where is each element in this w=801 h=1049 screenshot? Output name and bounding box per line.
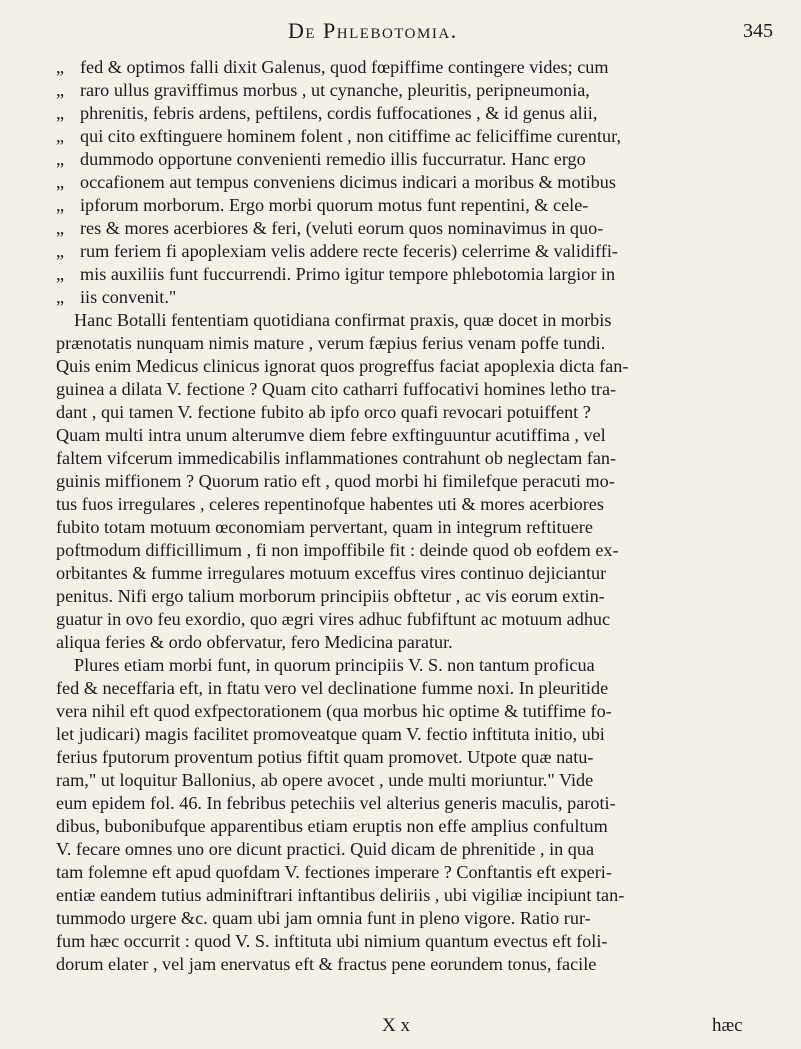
text-line: prænotatis nunquam nimis mature , verum fæpius ferius venam poffe tundi. bbox=[56, 333, 606, 353]
page-header bbox=[0, 16, 801, 44]
quoted-line: „ qui cito exftinguere hominem folent , non citiffime ac feliciffime curentur, bbox=[56, 126, 622, 146]
text-line: Plures etiam morbi funt, in quorum principiis V. S. non tantum proficua bbox=[74, 655, 595, 675]
body-text bbox=[56, 309, 628, 976]
quoted-line: „ occafionem aut tempus conveniens dicimus indicari a moribus & motibus bbox=[56, 172, 616, 192]
text-line: fed & neceffaria eft, in ftatu vero vel declinatione fumme noxi. In pleuritide bbox=[56, 678, 609, 698]
text-line: let judicari) magis facilitet promoveatque quam V. fectio inftituta initio, ubi bbox=[56, 724, 605, 744]
text-line: fubito totam motuum œconomiam pervertant, quam in integrum reftituere bbox=[56, 517, 593, 537]
text-line: tus fuos irregulares , celeres repentinofque habentes uti & mores acerbiores bbox=[56, 494, 604, 514]
text-line: dibus, bubonibufque apparentibus etiam eruptis non effe amplius confultum bbox=[56, 816, 608, 836]
text-line: faltem vifcerum immedicabilis inflammationes contrahunt ob neglectam fan- bbox=[56, 448, 617, 468]
text-line: fum hæc occurrit : quod V. S. inftituta ubi nimium quantum evectus eft foli- bbox=[56, 931, 608, 951]
quoted-passage bbox=[56, 56, 621, 309]
text-line: Hanc Botalli fententiam quotidiana confirmat praxis, quæ docet in morbis bbox=[74, 310, 612, 330]
text-line: eum epidem fol. 46. In febribus petechiis vel alterius generis maculis, paroti- bbox=[56, 793, 616, 813]
text-line: orbitantes & fumme irregulares motuum exceffus vires continuo dejiciantur bbox=[56, 563, 607, 583]
quoted-line: „ iis convenit." bbox=[56, 287, 177, 307]
text-line: ferius fputorum proventum potius fiftit quam promovet. Utpote quæ natu- bbox=[56, 747, 594, 767]
text-line: Quis enim Medicus clinicus ignorat quos progreffus faciat apoplexia dicta fan- bbox=[56, 356, 629, 376]
text-line: dorum elater , vel jam enervatus eft & fractus pene eorundem tonus, facile bbox=[56, 954, 597, 974]
text-line: V. fecare omnes uno ore dicunt practici. Quid dicam de phrenitide , in qua bbox=[56, 839, 595, 859]
text-line: Quam multi intra unum alterumve diem febre exftinguuntur acutiffima , vel bbox=[56, 425, 606, 445]
text-line: tam folemne eft apud quofdam V. fectiones imperare ? Conftantis eft experi- bbox=[56, 862, 612, 882]
text-line: dant , qui tamen V. fectione fubito ab ipfo orco quafi revocari potuiffent ? bbox=[56, 402, 591, 422]
text-line: vera nihil eft quod exfpectorationem (qua morbus hic optime & tutiffime fo- bbox=[56, 701, 612, 721]
quoted-line: „ raro ullus graviffimus morbus , ut cynanche, pleuritis, peripneumonia, bbox=[56, 80, 590, 100]
running-head: De Phlebotomia. bbox=[288, 18, 458, 43]
quoted-line: „ fed & optimos falli dixit Galenus, quod fœpiffime contingere vides; cum bbox=[56, 57, 609, 77]
signature-mark: X x bbox=[382, 1015, 410, 1036]
quoted-line: „ phrenitis, febris ardens, peftilens, cordis fuffocationes , & id genus alii, bbox=[56, 103, 598, 123]
quoted-line: „ res & mores acerbiores & feri, (veluti eorum quos nominavimus in quo- bbox=[56, 218, 604, 238]
text-line: guatur in ovo feu exordio, quo ægri vires adhuc fubfiftunt ac motuum adhuc bbox=[56, 609, 611, 629]
text-line: entiæ eandem tutius adminiftrari inftantibus deliriis , ubi vigiliæ incipiunt tan- bbox=[56, 885, 625, 905]
text-line: ram," ut loquitur Ballonius, ab opere avocet , unde multi moriuntur." Vide bbox=[56, 770, 594, 790]
quoted-line: „ ipforum morborum. Ergo morbi quorum motus funt repentini, & cele- bbox=[56, 195, 589, 215]
text-line: guinea a dilata V. fectione ? Quam cito catharri fuffocativi homines letho tra- bbox=[56, 379, 617, 399]
quoted-line: „ dummodo opportune convenienti remedio illis fuccurratur. Hanc ergo bbox=[56, 149, 586, 169]
text-line: poftmodum difficillimum , fi non impoffibile fit : deinde quod ob eofdem ex- bbox=[56, 540, 619, 560]
text-line: guinis miffionem ? Quorum ratio eft , quod morbi hi fimilefque peracuti mo- bbox=[56, 471, 615, 491]
text-line: aliqua feries & ordo obfervatur, fero Medicina paratur. bbox=[56, 632, 453, 652]
catchword: hæc bbox=[712, 1015, 743, 1036]
quoted-line: „ mis auxiliis funt fuccurrendi. Primo igitur tempore phlebotomia largior in bbox=[56, 264, 616, 284]
quoted-line: „ rum feriem fi apoplexiam velis addere recte feceris) celerrime & validiffi- bbox=[56, 241, 618, 261]
page-number: 345 bbox=[743, 20, 773, 42]
page-footer bbox=[0, 1015, 801, 1041]
text-line: penitus. Nifi ergo talium morborum principiis obftetur , ac vis eorum extin- bbox=[56, 586, 605, 606]
text-line: tummodo urgere &c. quam ubi jam omnia funt in pleno vigore. Ratio rur- bbox=[56, 908, 591, 928]
